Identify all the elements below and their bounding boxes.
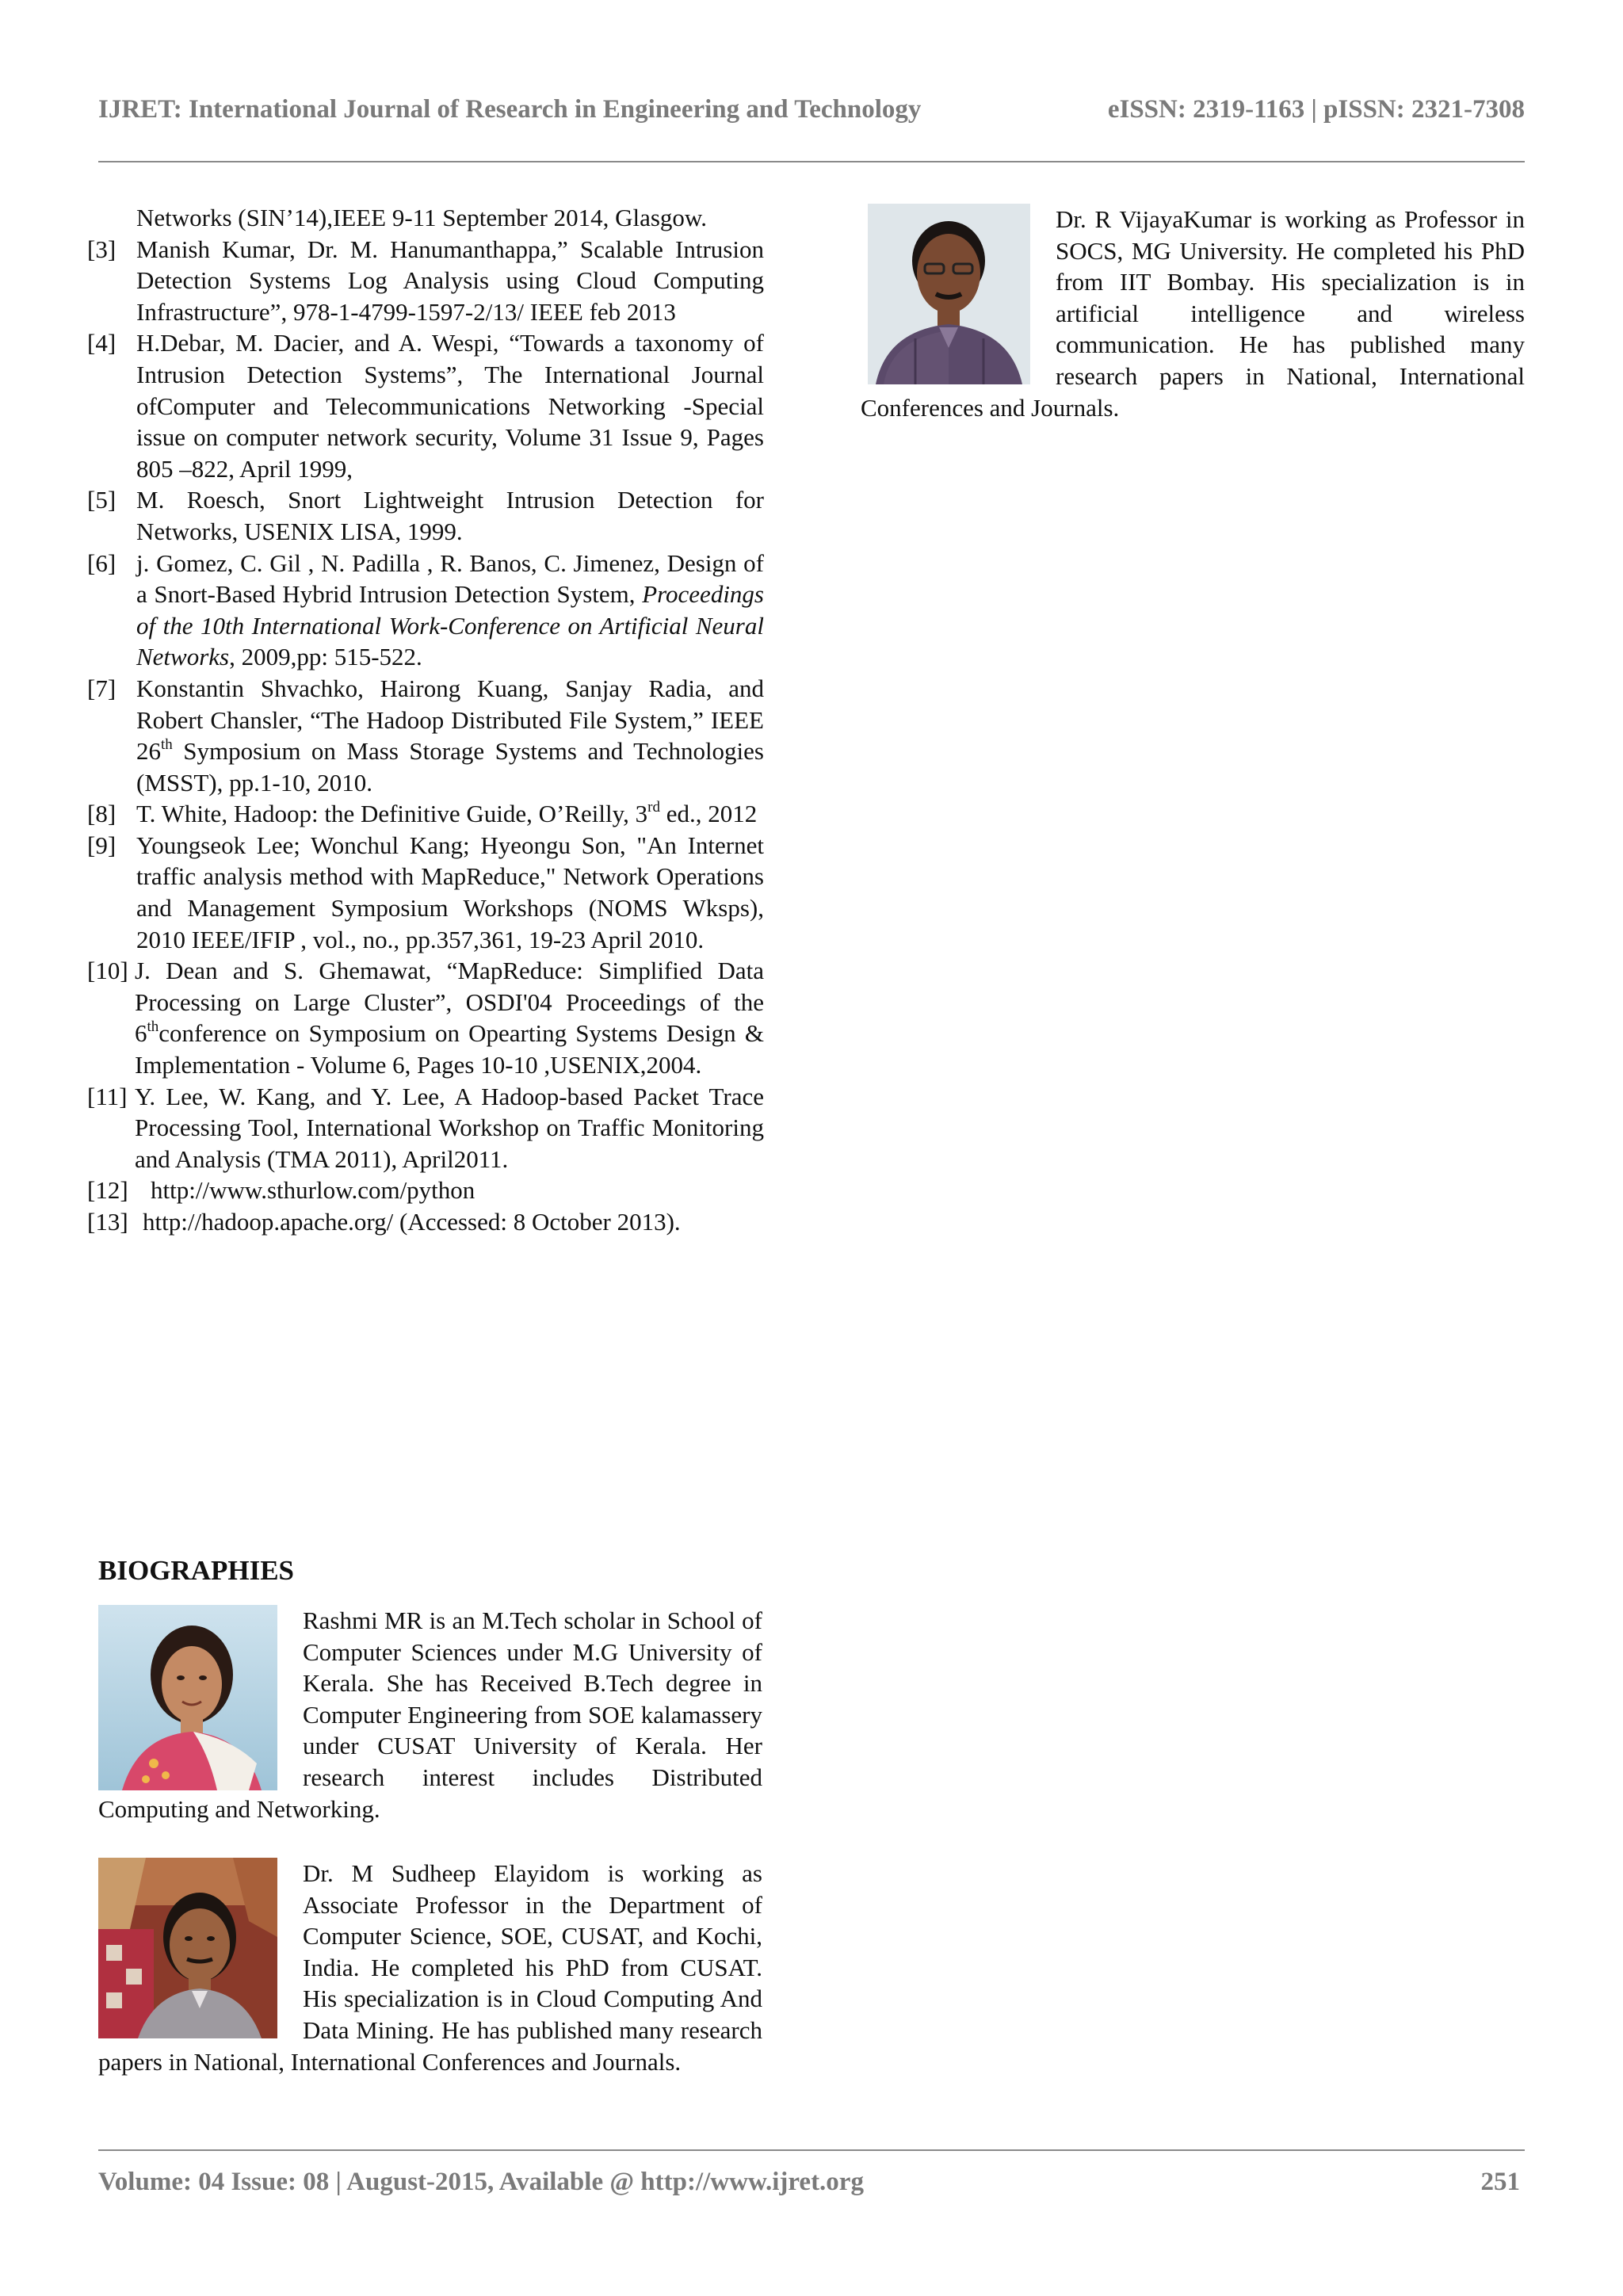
reference-text (136, 798, 764, 830)
reference-text: H.Debar, M. Dacier, and A. Wespi, “Towards a taxonomy of Intrusion Detection Systems”, The International Journal ofComputer and Telecommunications Networking -Special issue on computer network security, Volume 31 Issue 9, Pages 805 –822, April 1999, (136, 329, 764, 483)
reference-number: [10] (87, 957, 128, 985)
reference-text-part: J. Dean and S. Ghemawat, “MapReduce: Simplified Data Processing on Large Cluster”, OSDI'04 Proceedings of the 6 (135, 957, 764, 1048)
reference-number: [5] (87, 486, 116, 514)
reference-text: M. Roesch, Snort Lightweight Intrusion Detection for Networks, USENIX LISA, 1999. (136, 486, 764, 545)
biography-text: Rashmi MR is an M.Tech scholar in School of Computer Sciences under M.G University of Kerala. She has Received B.Tech degree in Computer Engineering from SOE kalamassery under CUSAT University of Kerala. Her research interest includes Distributed Computing and Networking. (98, 1606, 762, 1823)
reference-text-part: , 2009,pp: 515-522. (229, 643, 422, 671)
reference-item (87, 673, 764, 798)
reference-item (87, 234, 764, 328)
reference-number: [8] (87, 800, 116, 828)
reference-item (87, 1175, 764, 1206)
page-number: 251 (1480, 2168, 1520, 2196)
reference-item (87, 327, 764, 484)
reference-proceedings-title: Proceedings of the 10th International Work-Conference on Artificial Neural Networks (136, 580, 764, 671)
reference-number: [12] (87, 1176, 128, 1205)
reference-text: Manish Kumar, Dr. M. Hanumanthappa,” Scalable Intrusion Detection Systems Log Analysis using Cloud Computing Infrastructure”, 978-1-4799-1597-2/13/ IEEE feb 2013 (136, 235, 764, 326)
reference-list (87, 202, 764, 1238)
reference-item (87, 1206, 764, 1238)
reference-number: [3] (87, 235, 116, 263)
references-column (87, 202, 764, 1238)
author-photo-image (98, 1605, 277, 1790)
volume-info: Volume: 04 Issue: 08 | August-2015, Available @ http://www.ijret.org (98, 2168, 864, 2196)
biography-text: Dr. R VijayaKumar is working as Professor in SOCS, MG University. He completed his PhD from IIT Bombay. His specialization is in artificial intelligence and wireless communication. He has published many research papers in National, International Conferences and Journals. (861, 205, 1525, 422)
reference-number: [7] (87, 674, 116, 702)
reference-text-part: conference on Symposium on Opearting Systems Design & Implementation - Volume 6, Pages 10-10 ,USENIX,2004. (135, 1019, 764, 1079)
reference-text-part: Symposium on Mass Storage Systems and Technologies (MSST), pp.1-10, 2010. (136, 737, 764, 797)
footer-divider (98, 2149, 1525, 2151)
reference-text (135, 955, 764, 1080)
journal-title: IJRET: International Journal of Research in Engineering and Technology (98, 95, 922, 124)
author-photo (98, 1858, 277, 2038)
reference-number: [4] (87, 329, 116, 357)
author-photo (98, 1605, 277, 1790)
reference-continuation (87, 202, 764, 234)
page-footer (98, 2168, 1525, 2207)
biography-sudheep (98, 1858, 762, 2077)
reference-text-part: j. Gomez, C. Gil , N. Padilla , R. Banos, C. Jimenez, Design of a Snort-Based Hybrid Intrusion Detection System, (136, 548, 764, 609)
author-photo-image (868, 204, 1030, 384)
reference-item (87, 955, 764, 1080)
author-photo (868, 204, 1030, 384)
reference-number: [6] (87, 548, 116, 577)
superscript: th (147, 1018, 159, 1036)
reference-text: Networks (SIN’14),IEEE 9-11 September 2014, Glasgow. (136, 204, 708, 231)
reference-number: [9] (87, 831, 116, 859)
header-divider (98, 161, 1525, 162)
reference-item (87, 798, 764, 830)
reference-text-part: T. White, Hadoop: the Definitive Guide, O’Reilly, 3 (136, 800, 648, 828)
reference-item (87, 1081, 764, 1175)
reference-text-part: Konstantin Shvachko, Hairong Kuang, Sanjay Radia, and Robert Chansler, “The Hadoop Distributed File System,” IEEE 26 (136, 674, 764, 766)
page-header (98, 95, 1525, 143)
reference-link[interactable]: http://hadoop.apache.org/ (Accessed: 8 October 2013). (143, 1208, 681, 1236)
reference-number: [11] (87, 1082, 128, 1110)
reference-text-part: ed., 2012 (659, 800, 758, 828)
reference-item (87, 548, 764, 673)
biography-text: Dr. M Sudheep Elayidom is working as Associate Professor in the Department of Computer Science, SOE, CUSAT, and Kochi, India. He completed his PhD from CUSAT. His specialization is in Cloud Computing And Data Mining. He has published many research papers in National, International Conferences and Journals. (98, 1859, 762, 2076)
reference-link[interactable]: http://www.sthurlow.com/python (151, 1176, 475, 1205)
biography-vijayakumar (861, 204, 1525, 423)
reference-item (87, 484, 764, 547)
biography-rashmi (98, 1605, 762, 1824)
author-photo-image (98, 1858, 277, 2038)
issn-info: eISSN: 2319-1163 | pISSN: 2321-7308 (1107, 95, 1525, 124)
reference-text: Y. Lee, W. Kang, and Y. Lee, A Hadoop-based Packet Trace Processing Tool, International Workshop on Traffic Monitoring and Analysis (TMA 2011), April2011. (135, 1082, 764, 1173)
superscript: rd (647, 798, 660, 816)
biographies-heading: BIOGRAPHIES (98, 1555, 294, 1586)
reference-text: Youngseok Lee; Wonchul Kang; Hyeongu Son, "An Internet traffic analysis method with MapReduce," Network Operations and Management Symposium Workshops (NOMS Wksps), 2010 IEEE/IFIP , vol., no., pp.357,361, 19-23 April 2010. (136, 831, 764, 953)
superscript: th (161, 735, 173, 753)
reference-number: [13] (87, 1208, 128, 1236)
reference-text (136, 673, 764, 798)
reference-text (136, 548, 764, 673)
reference-item (87, 830, 764, 955)
